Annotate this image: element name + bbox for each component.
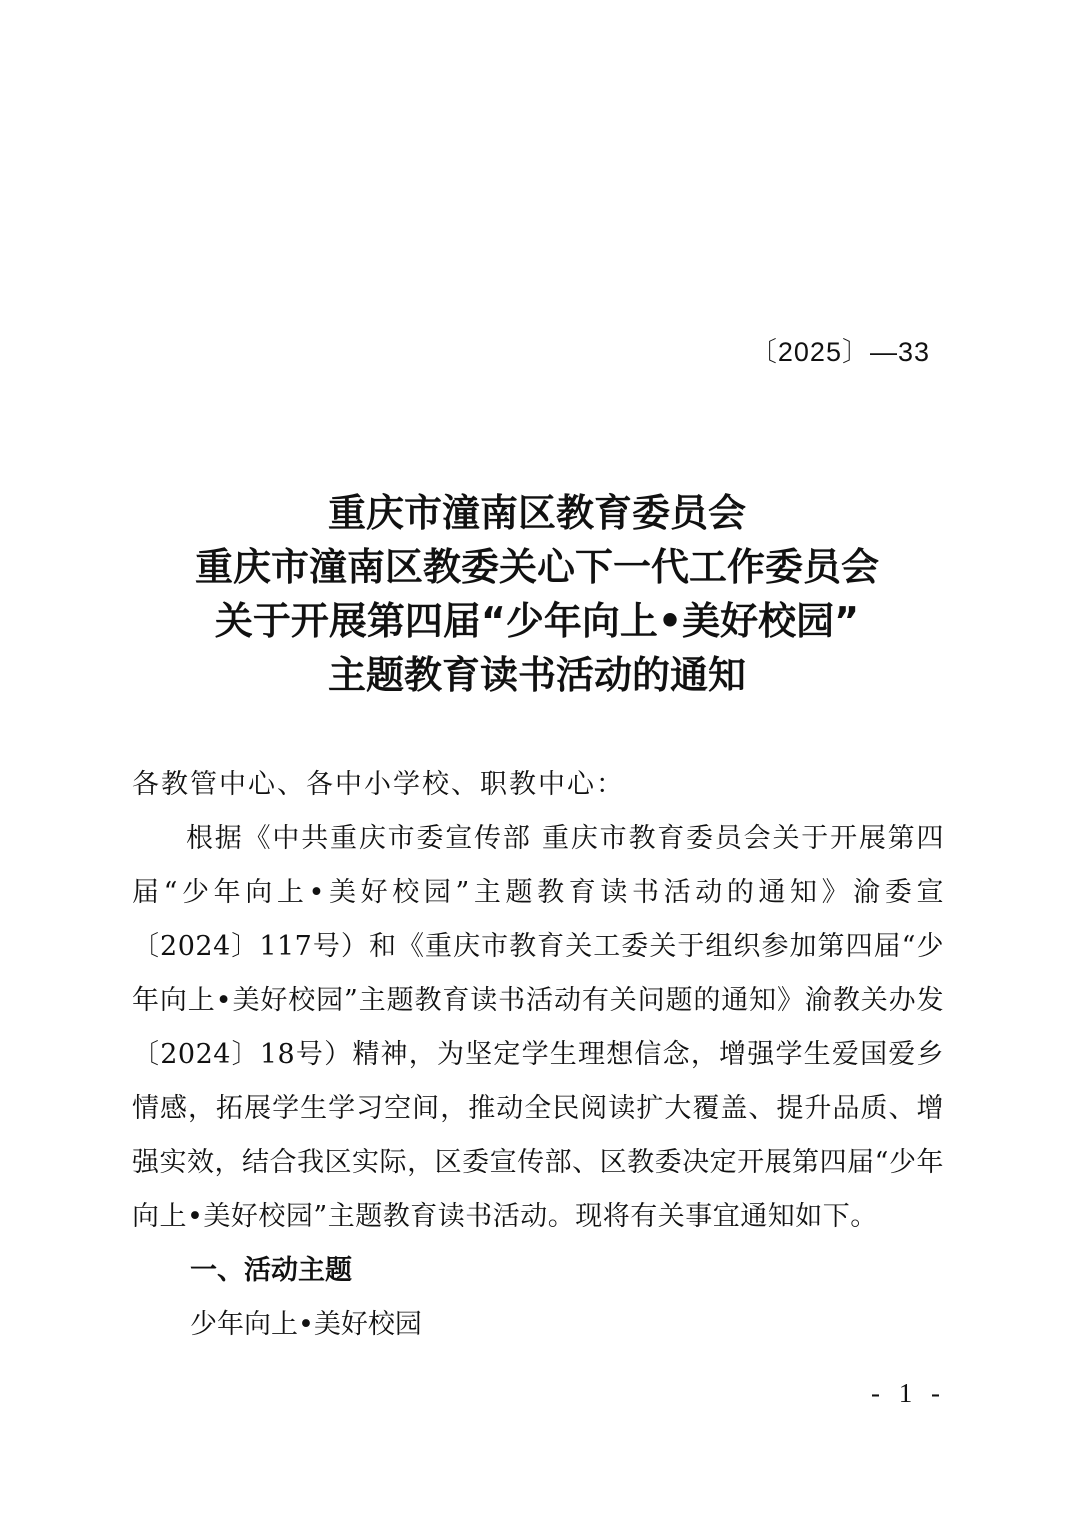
title-line-4: 主题教育读书活动的通知 <box>327 653 746 697</box>
document-body <box>132 758 944 1352</box>
body-paragraph: 根据《中共重庆市委宣传部 重庆市教育委员会关于开展第四届“少年向上•美好校园”主题教育读书活动的通知》渝委宣〔2024〕117号）和《重庆市教育关工委关于组织参加第四届“少年向上•美好校园”主题教育读书活动有关问题的通知》渝教关办发〔2024〕18号）精神，为坚定学生理想信念，增强学生爱国爱乡情感，拓展学生学习空间，推动全民阅读扩大覆盖、提升品质、增强实效，结合我区实际，区委宣传部、区教委决定开展第四届“少年向上•美好校园”主题教育读书活动。现将有关事宜通知如下。 <box>132 823 944 1232</box>
salutation: 各教管中心、各中小学校、职教中心： <box>132 769 625 800</box>
document-number: 〔2025〕—33 <box>749 337 930 367</box>
document-title <box>0 486 1074 702</box>
section-heading-theme: 一、活动主题 <box>190 1255 352 1286</box>
title-line-1: 重庆市潼南区教育委员会 <box>327 491 746 535</box>
section-text-theme: 少年向上•美好校园 <box>190 1309 422 1340</box>
page-number: - 1 - <box>871 1378 946 1408</box>
title-line-2: 重庆市潼南区教委关心下一代工作委员会 <box>194 545 879 589</box>
title-line-3: 关于开展第四届“少年向上•美好校园” <box>214 599 860 643</box>
